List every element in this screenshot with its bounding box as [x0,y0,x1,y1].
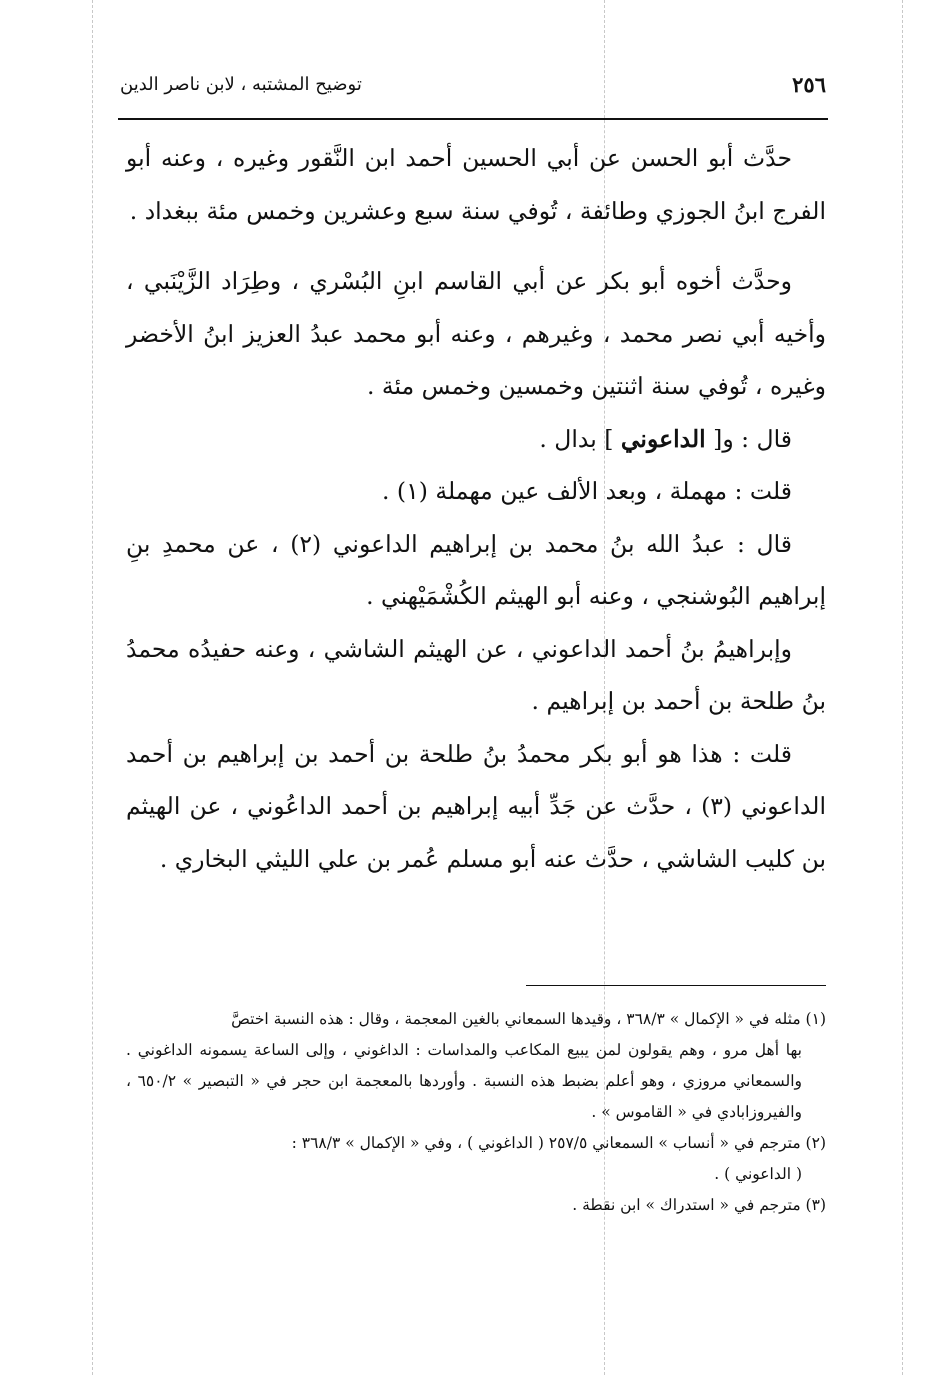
paragraph: قلت : مهملة ، وبعد الألف عين مهملة (١) . [381,477,792,505]
footnotes [126,1004,826,1221]
page-number: ٢٥٦ [792,72,826,97]
footnote-2-continuation: ( الداعوني ) . [714,1165,802,1183]
paragraph [126,413,826,466]
main-text [126,132,826,885]
scan-line [902,0,903,1375]
paragraph-prefix: قال : و[ [705,424,792,453]
paragraph: قلت : هذا هو أبو بكر محمدُ بنُ طلحة بن أحمد بن إبراهيم بن أحمد الداعوني (٣) ، حدَّث عن جَدِّ أبيه إبراهيم بن أحمد الداعُوني ، عن الهيثم بن كليب الشاشي ، حدَّث عنه أبو مسلم عُمر بن علي الليثي البخاري . [126,739,826,873]
footnote-1-continuation: بها أهل مرو ، وهم يقولون لمن يبيع المكاعب والمداسات : الداغوني ، وإلى الساعة يسمونه الداغوني . والسمعاني مروزي ، وهو أعلم بضبط هذه النسبة . وأوردها بالمعجمة ابن حجر في « التبصير » ٦٥٠/٢ ، والفيروزابادي في « القاموس » . [126,1041,803,1121]
entry-keyword: الداعوني [620,424,706,453]
paragraph: وإبراهيمُ بنُ أحمد الداعوني ، عن الهيثم الشاشي ، وعنه حفيدُه محمدُ بنُ طلحة بن أحمد بن إبراهيم . [126,634,826,715]
header-rule [118,118,828,120]
footnote-rule [526,985,826,986]
scan-line [92,0,93,1375]
page-header [118,72,828,112]
paragraph: قال : عبدُ الله بنُ محمد بن إبراهيم الداعوني (٢) ، عن محمدِ بنِ إبراهيم البُوشنجي ، وعنه أبو الهيثم الكُشْمَيْهني . [126,529,826,610]
paragraph: حدَّث أبو الحسن عن أبي الحسين أحمد ابن النَّقور وغيره ، وعنه أبو الفرج ابنُ الجوزي وطائفة ، تُوفي سنة سبع وعشرين وخمس مئة ببغداد . [126,144,826,225]
paragraph: وحدَّث أخوه أبو بكر عن أبي القاسم ابنِ البُسْري ، وطِرَاد الزَّيْنَبي ، وأخيه أبي نصر محمد ، وغيرهم ، وعنه أبو محمد عبدُ العزيز ابنُ الأخضر وغيره ، تُوفي سنة اثنتين وخمسين وخمس مئة . [126,267,826,400]
footnote-2-first-line: (٢) مترجم في « أنساب » السمعاني ٢٥٧/٥ ( الداغوني ) ، وفي « الإكمال » ٣٦٨/٣ : [291,1134,826,1152]
paragraph-suffix: ] بدال . [539,424,621,453]
footnote-3: (٣) مترجم في « استدراك » ابن نقطة . [572,1196,826,1214]
footnote-1-first-line: (١) مثله في « الإكمال » ٣٦٨/٣ ، وقيدها السمعاني بالغين المعجمة ، وقال : هذه النسبة اختصَّ [231,1010,826,1028]
running-title: توضيح المشتبه ، لابن ناصر الدين [120,74,362,95]
